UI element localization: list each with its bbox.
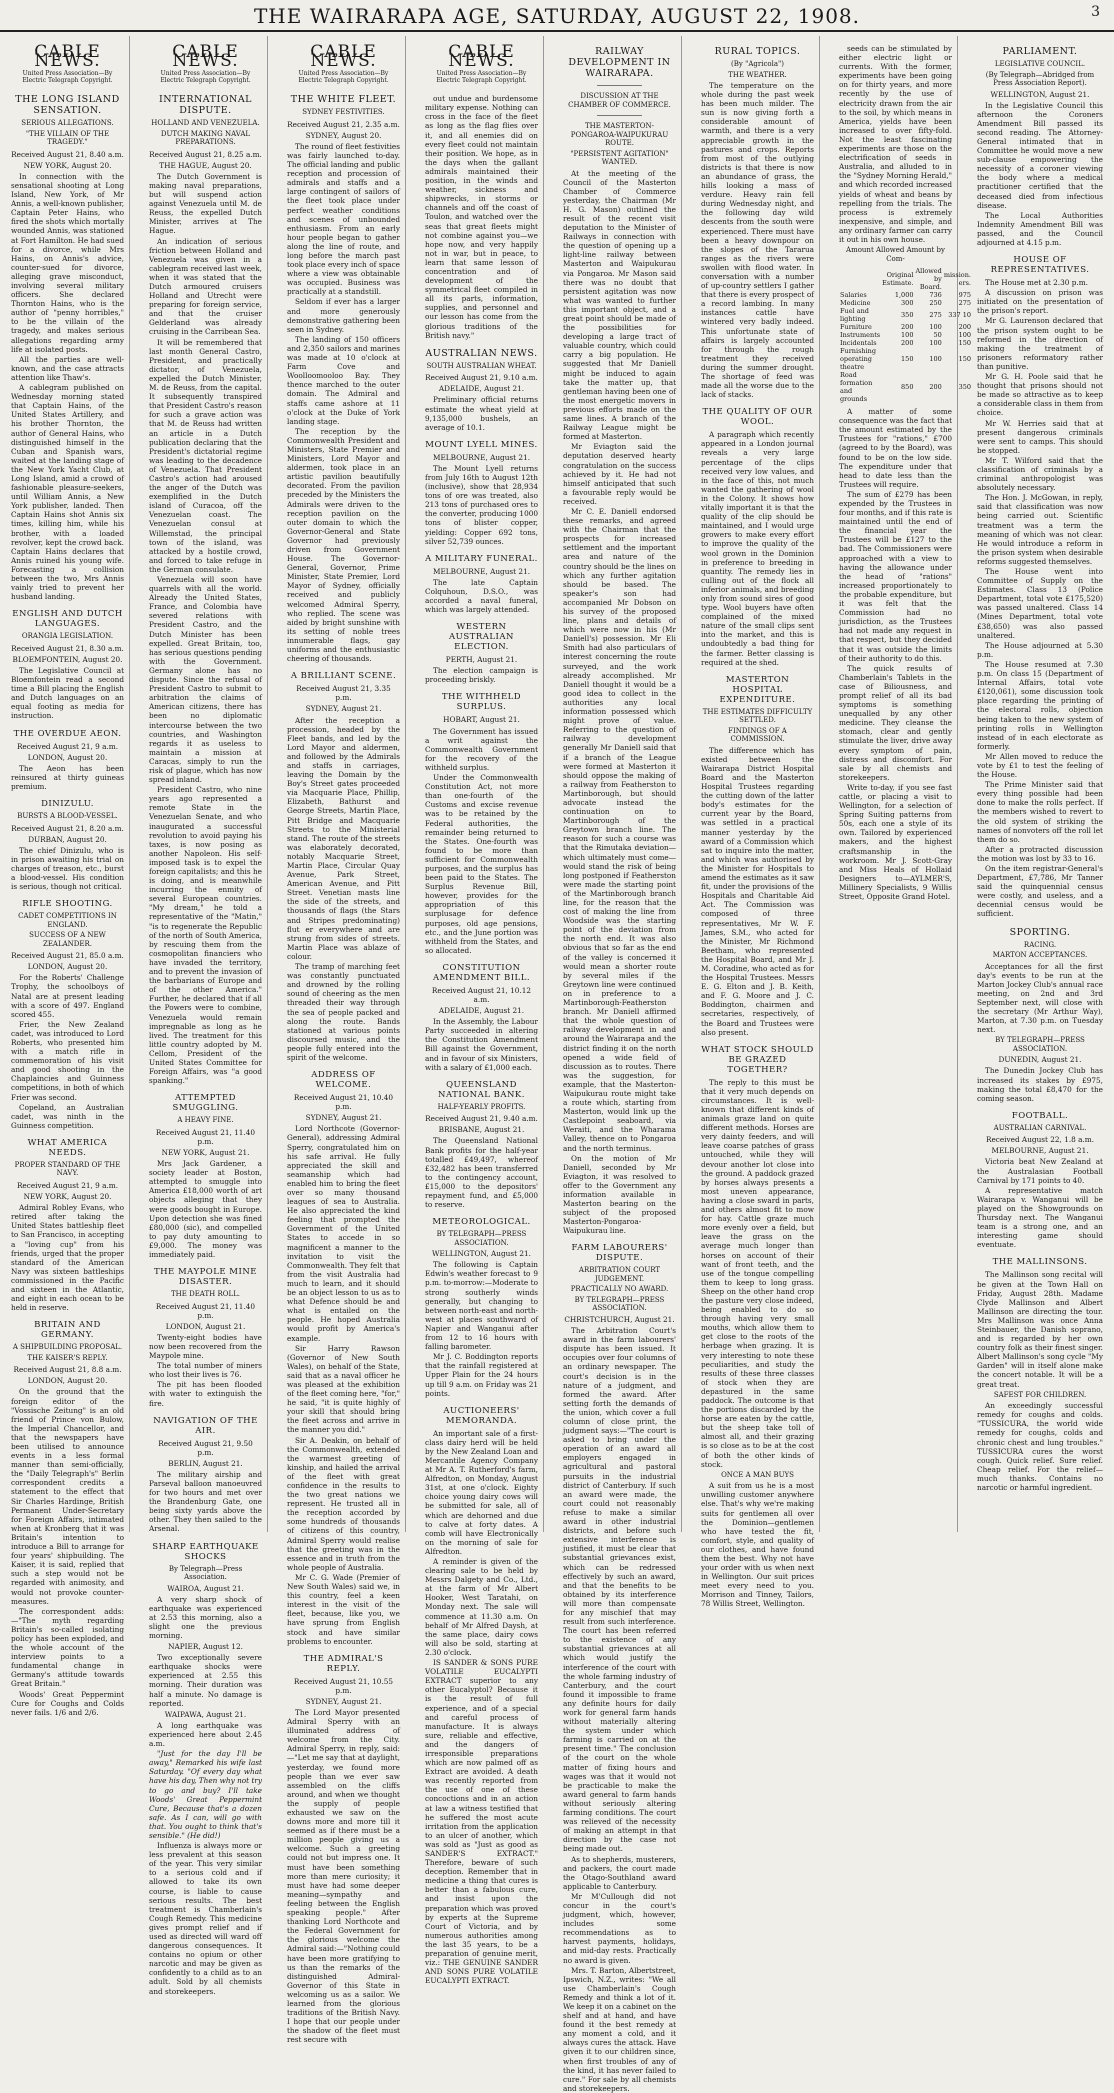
paragraph: The landing of 150 officers and 2,350 sailors and marines was made at 10 o'clock at Farm Cove and Woolloomooloo Bay. They thence marched to the outer domain. The Admiral and staffs came ashore at 11 o'clock at the Duke of York landing stage. <box>287 334 400 426</box>
article-subheading: BY TELEGRAPH—PRESS ASSOCIATION. <box>574 1295 665 1313</box>
dateline: Received August 21, 9.10 a.m. <box>425 373 538 383</box>
article-heading: ENGLISH AND DUTCH LANGUAGES. <box>12 609 123 630</box>
article-subheading: By Telegraph—Press Association. <box>168 1564 243 1582</box>
article-heading: THE OVERDUE AEON. <box>13 728 122 739</box>
paragraph: An indication of serious friction between Holland and Venezuela was given in a cablegram received last week, when it was stated that the Dutch armoured cruisers Holland and Utrecht were preparing for foreign service, and that the cruiser Gelderland was already cruising in the Carribean Sea. <box>149 236 262 337</box>
location-line: ADELAIDE, August 21. <box>438 384 525 394</box>
dateline: Received August 21, 10.12 a.m. <box>431 985 532 1004</box>
table-header-cell <box>839 267 881 291</box>
column-5 <box>558 36 682 2093</box>
paragraph: Victoria beat New Zealand at the Australasian Football Carnival by 171 points to 40. <box>977 1157 1103 1185</box>
table-cell: Instruments <box>840 331 881 340</box>
article-subheading: THE WEATHER. <box>728 70 787 79</box>
article-heading: FARM LABOURERS' DISPUTE. <box>571 1243 668 1264</box>
paragraph: Acceptances for all the first day's events to be run at the Marton Jockey Club's annual race meeting, on 2nd and 3rd September next, will close with the secretary (Mr Arthur Way), Marton, at 7.30 p.m. on Tuesday next. <box>977 961 1103 1035</box>
article-heading: A MILITARY FUNERAL. <box>425 553 538 564</box>
article-subheading: RACING. <box>1023 940 1057 949</box>
dateline: Received August 21, 9.50 p.m. <box>158 1438 253 1457</box>
article-heading: THE ADMIRAL'S REPLY. <box>303 1653 384 1674</box>
article-heading: QUEENSLAND NATIONAL BANK. <box>438 1079 525 1100</box>
paragraph: Lord Northcote (Governor-General), addressing Admiral Sperry, congratulated him on his safe arrival. He fully appreciated the skill and seamanship which had enabled him to bring the fleet over so many thousand leagues of sea to Australia. He also appreciated the kind feeling that prompted the Government of the United States to accede in so magnificent a manner to the invitation to visit the Commonwealth. They felt that from the visit Australia had much to learn, and it should be an object lesson to us as to what Defence should be and what is entailed on the people. He hoped Australia would profit by America's example. <box>287 1124 400 1343</box>
paragraph: After a protracted discussion the motion was lost by 33 to 16. <box>977 844 1103 863</box>
location-line: SYDNEY, August 20. <box>305 130 382 140</box>
article-subheading: DISCUSSION AT THE CHAMBER OF COMMERCE. <box>568 92 671 109</box>
paragraph: The Mallinson song recital will be given at the Town Hall on Friday, August 28th. Madame Clyde Mallinson and Albert Mallinson are directing the tour. Mrs Mallinson was once Anna Steinbauer, the Danish soprano, and is regarded by her own country folk as their finest singer. Albert Mallinson's song cycle "My Garden" will in itself alone make the concert notable. It will be a great treat. <box>977 1270 1103 1389</box>
table-cell: 100 <box>901 331 914 340</box>
article-heading: MASTERTON HOSPITAL EXPENDITURE. <box>719 674 796 705</box>
paragraph: The Aeon has been reinsured at thirty guineas premium. <box>11 763 124 791</box>
article-subheading: SOUTH AUSTRALIAN WHEAT. <box>426 361 537 370</box>
paragraph: A representative match Wairarapa v. Wanganui will be played on the Showgrounds on Thursday next. The Wanganui team is a strong one, and an interesting game should eventuate. <box>977 1185 1103 1250</box>
article-heading: WESTERN AUSTRALIAN ELECTION. <box>449 622 514 653</box>
paragraph: out undue and burdensome military expense. Nothing can cross in the face of the fleet as long as the flag flies over it, and all enemies did on every fleet could not maintain their position. We hope, as in the days when the gallant admirals maintained their position, in the winds and weather, sickness and shipwrecks, in storms or channels and off the coast of Toulon, and watched over the seas that great fleets might not combine against you—we hope now, and very happily not in war, but in peace, to learn that same lesson of concentration and of development of the symmetrical fleet compiled in all its parts, information, supplies, and personnel and our lesson has come from the glorious traditions of the British navy." <box>425 94 538 340</box>
table-cell: 200 <box>929 383 942 392</box>
article-subheading: (By "Agricola") <box>731 60 784 68</box>
location-line: BLOEMFONTEIN, August 20. <box>12 654 123 664</box>
location-line: THE HAGUE, August 20. <box>159 160 252 170</box>
table-header-row <box>839 267 972 291</box>
article-subheading: A SHIPBUILDING PROPOSAL. <box>12 1343 123 1352</box>
article-subheading: THE KAISER'S REPLY. <box>27 1353 108 1362</box>
paragraph: Admiral Robley Evans, who retired after taking the United States battleship fleet to San Francisco, in accepting a "loving cup" from his friends, urged that the proper standard of the American Navy was sixteen battleships commissioned in the Pacific and sixteen in the Atlantic, and eight in each ocean to be held in reserve. <box>11 1203 124 1313</box>
paragraph: The military airship and Parseval balloon manoeuvred for two hours and met over the Brandenburg Gate, one being sixty yards above the other. They then sailed to the Arsenal. <box>149 1469 262 1534</box>
divider <box>597 85 642 86</box>
paragraph: Sir A. Deakin, on behalf of the Commonwealth, extended the warmest greeting of kinship, and hailed the arrival of the fleet with great confidence in the results to the two great nations we represent. He trusted all in the reception accorded by some hundreds of thousands of citizens of this country, Admiral Sperry would realise that the greeting was in the essence and in truth from the whole people of Australia. <box>287 1435 400 1572</box>
table-row <box>839 371 972 403</box>
paragraph: Mr W. Herries said that at present dangerous criminals were sent to camps. This should be stopped. <box>977 418 1103 455</box>
paragraph: After the reception a procession, headed by the Fleet bands, and led by the Lord Mayor and aldermen, and followed by the Admirals and staffs in carriages, leaving the Domain by the Boy's Street gates proceeded via Macquarie Place, Phillip, Elizabeth, Bathurst and George Streets, Martin Place, Pitt Bridge and Macquarie Streets to the Ministerial stand. The route of the streets was elaborately decorated, notably Macquarie Street, Martin Place, Circular Quay Avenue, Park Street, American Avenue, and Pitt Street. Venetian masts line the side of the streets, and thousands of flags (the Stars and Stripes predominating) flut er everywhere and are strung from sides of streets. Martin Place was ablaze of colour. <box>287 715 400 961</box>
table-cell: Salaries <box>840 291 867 300</box>
advertisement: The quick results of Chamberlain's Tablets in the case of Biliousness, and prompt relief of all its bad symptoms is something unequalled by any other medicine. They cleanse the stomach, clear and gently stimulate the liver, drive away every symptom of pain, distress and discomfort. For sale by all chemists and storekeepers. <box>839 663 952 782</box>
location-line: LONDON, August 20. <box>27 962 108 972</box>
article-heading: THE QUALITY OF OUR WOOL. <box>702 407 813 428</box>
column-2 <box>144 36 268 1996</box>
table-cell: 350 <box>901 311 914 320</box>
location-line: BRISBANE, August 21. <box>438 1125 525 1135</box>
column-subheading: United Press Association—By Electric Telegraph Copyright. <box>22 70 113 85</box>
table-row <box>839 347 972 371</box>
location-line: DURBAN, August 20. <box>28 834 107 844</box>
article-heading: RURAL TOPICS. <box>714 46 801 57</box>
table-cell: 337 10 <box>948 311 971 320</box>
paragraph: Twenty-eight bodies have now been recovered from the Maypole mine. <box>149 1332 262 1361</box>
article-subheading: HOLLAND AND VENEZUELA. <box>151 119 260 128</box>
dateline: Received August 21, 9.40 a.m. <box>425 1114 538 1124</box>
location-line: BERLIN, August 21. <box>168 1458 243 1468</box>
paragraph: The Mount Lyell returns from July 16th to August 12th (inclusive), show that 28,934 tons of ore was treated, also 213 tons of purchased ores to the converter, producing 1000 tons of blister copper, yielding: Copper 692 tons, silver 52,739 ounces. <box>425 463 538 546</box>
dateline: Received August 21, 3.35 p.m. <box>296 684 391 703</box>
location-line: WAIPAWA, August 21. <box>164 1709 247 1719</box>
paragraph: seeds can be stimulated by either electric light or currents. With the former, experiments have been going on for thirty years, and more recently by the use of electricity drawn from the air to the soil, by which means in America, yields have been increased to over fifty-fold. Not the least fascinating experiments are those on the electrification of seeds in Australia, and alluded to in the "Sydney Morning Herald," and which recorded increased yields of wheat and beans by repelling from the trials. The process is extremely inexpensive, and simple, and any ordinary farmer can carry it out in his own house. <box>839 44 952 244</box>
paragraph: The Dunedin Jockey Club has increased its stakes by £975, making the total £8,470 for the coming season. <box>977 1066 1103 1103</box>
article-heading: AUCTIONEERS' MEMORANDA. <box>443 1405 520 1426</box>
advertisement-heading: SAFEST FOR CHILDREN. <box>993 1390 1087 1399</box>
location-line: SYDNEY, August 21. <box>305 1113 382 1123</box>
column-subheading: United Press Association—By Electric Telegraph Copyright. <box>298 70 389 85</box>
location-line: LONDON, August 20. <box>27 1376 108 1386</box>
table-cell: Fuel and lighting <box>840 307 869 324</box>
table-cell: 850 <box>901 383 914 392</box>
paragraph: The total number of miners who lost their lives is 76. <box>149 1361 262 1380</box>
paragraph: Mr T. Wilford said that the classification of criminals by a criminal anthropologist was absolutely necessary. <box>977 455 1103 493</box>
article-subheading: ORANGIA LEGISLATION. <box>21 632 114 641</box>
paragraph: On the item registrar-General's Department, £7,786, Mr Tanner said the quinquennial census were costly, and useless, and a decennial census would be sufficient. <box>977 864 1103 919</box>
paragraph: The election campaign is proceeding briskly. <box>425 666 538 685</box>
article-subheading: "THE VILLAIN OF THE TRAGEDY." <box>25 129 110 147</box>
article-heading: THE WITHHELD SURPLUS. <box>441 692 522 713</box>
article-subheading: PROPER STANDARD OF THE NAVY. <box>14 1160 121 1178</box>
paragraph: Two exceptionally severe earthquake shocks were experienced at 2.55 this morning. Their duration was half a minute. No damage is reported. <box>149 1653 262 1708</box>
masthead <box>0 0 1114 32</box>
paragraph: The House resumed at 7.30 p.m. On class 15 (Department of Internal Affairs, total vote £120,061), some discussion took place regarding the printing of the electoral rolls, objection being taken to the new system of printing rolls in Wellington instead of in each electorate as formerly. <box>977 659 1103 751</box>
advertisement: Woods' Great Peppermint Cure for Coughs and Colds never fails. 1/6 and 2/6. <box>11 1689 124 1717</box>
table-header-cell: mission. ers. <box>943 271 971 288</box>
divider <box>597 115 642 116</box>
paragraph: In the Legislative Council this afternoon the Coroners Amendment Bill passed its second reading. The Attorney-General intimated that in Committee he would move a new sub-clause empowering the necessity of a coroner viewing the body where a medical practitioner certified that the deceased died from infectious disease. <box>977 100 1103 210</box>
paragraph: Preliminary official returns estimate the wheat yield at 9,135,000 bushels, an average of 10.1. <box>425 395 538 432</box>
article-heading: A BRILLIANT SCENE. <box>290 671 397 682</box>
paragraph: The reception by the Commonwealth President and Ministers, State Premier and Ministers, Lord Mayor and aldermen, took place in an artistic pavilion beautifully decorated. From the pavilion preceded by the Ministers the Admirals were driven to the reception pavilion on the outer domain to which the Governor-General and State Governor had previously driven from Government House. The Governor-General, Governor, Prime Minister, State Premier, Lord Mayor of Sydney, officially received and publicly welcomed Admiral Sperry, who replied. The scene was aided by bright sunshine with its setting of noble trees innumerable flags, gay uniforms and the enthusiastic cheering of thousands. <box>287 426 400 664</box>
column-subheading: United Press Association—By Electric Telegraph Copyright. <box>160 70 251 85</box>
advertisement: Mrs. T. Barton, Albertstreet, Ipswich, N.Z., writes: "We all use Chamberlain's Cough Remedy and think a lot of it. We keep it on a cabinet on the shelf and at hand, and have found it the best remedy at any moment a cold, and it always cures the attack. Have given it to our children since, when first troubles of any of the kind, it has never failed to cure." For sale by all chemists and storekeepers. <box>563 1965 676 2093</box>
column-heading: CABLE NEWS. <box>448 42 515 72</box>
table-cell: 150 <box>958 355 971 364</box>
article-heading: MOUNT LYELL MINES. <box>425 439 538 450</box>
location-line: NAPIER, August 12. <box>168 1642 243 1652</box>
dateline: Received August 21, 8.30 a.m. <box>11 643 124 653</box>
table-cell: Incidentals <box>840 339 877 348</box>
table-header-cell: Allowed by Board. <box>915 267 942 292</box>
column-7 <box>834 36 971 1532</box>
paragraph: The reply to this must be that it very much depends on circumstances. It is well-known that different kinds of animals graze land on quite different methods. Horses are very dainty feeders, and will leave coarse patches of grass untouched, while they will devour another lot close into the ground. A paddock grazed by horses always presents a most uneven appearance, having a close sward in parts, and others almost fit to mow for hay. Cattle graze much more evenly over a field, but leave the grass on the average much longer than horses on account of their want of front teeth, and the use of the tongue compelling them to keep to long grass. Sheep on the other hand crop the pasture very close indeed, being enabled to do so through having very small mouths, which allow them to get close to the roots of the herbage when grazing. It is very interesting to note these peculiarities, and study the results of these three classes of stock when they are depastured in the same paddock. The outcome is that the portions discarded by the horse are eaten by the cattle, but the sheep take toll of almost all, and their grazing is so close as to be at the cost of both the other kinds of stock. <box>701 1077 814 1469</box>
table-cell: 300 <box>901 299 914 308</box>
estimates-table <box>839 267 972 403</box>
table-caption: Amount Allowed Amount by Com- <box>846 246 945 263</box>
paragraph: As to shepherds, musterers, and packers, the court made the Otago-Southland award applicable to Canterbury. <box>563 1854 676 1891</box>
location-line: HOBART, August 21. <box>443 715 520 725</box>
column-4 <box>420 36 544 1986</box>
article-heading: SPORTING. <box>1009 926 1071 938</box>
article-subheading: SYDNEY FESTIVITIES. <box>302 108 385 117</box>
paragraph: The sum of £279 has been expended by the Trustees in four months, and if this rate is maintained until the end of the financial year the Trustees will be £127 to the bad. The Commissioners were approached with a view to having the allowance under the head of "rations" increased proportionately to the probable expenditure, but it was felt that the Commission had no jurisdiction, as the Trustees had not made any request in that respect, but they decided that it was outside the limits of their authority to do this. <box>839 489 952 663</box>
paragraph: The Local Authorities Indemnity Amendment Bill was passed, and the Council adjourned at 4.15 p.m. <box>977 210 1103 247</box>
location-line: NEW YORK, August 21. <box>161 1147 250 1157</box>
table-cell: Road formation and grounds <box>840 371 873 404</box>
paragraph: The following is Captain Edwin's weather forecast to 9 p.m. to-morrow:—Moderate to strong southerly winds generally, but changing to between north-east and north-west at places southward of Napier and Wanganui after from 12 to 16 hours with falling barometer. <box>425 1260 538 1352</box>
advertisement: An exceedingly successful remedy for coughs and colds. "TUSSICURA, the world wide remedy for coughs, colds and chronic chest and lung troubles." TUSSICURA cures the worst cough. Quick relief. Sure relief. Cheap relief. For the relief—much thanks. Contains no narcotic or harmful ingredient. <box>977 1401 1103 1492</box>
table-cell: 150 <box>901 355 914 364</box>
column-6 <box>696 36 820 1609</box>
dateline: Received August 21, 85.0 a.m. <box>11 951 124 961</box>
table-cell: Medicine <box>840 299 871 308</box>
paragraph: In the Assembly, the Labour Party succeeded in altering the Constitution Amendment Bill against the Government, and in favour of six Ministers, with a salary of £1,000 each. <box>425 1017 538 1072</box>
table-cell: Furnishing operating theatre <box>840 347 877 372</box>
paragraph: The Dutch Government is making naval preparations, but will suspend action against Venezuela until M. de Reuss, the expelled Dutch Minister, arrives at The Hague. <box>149 171 262 236</box>
paragraph: The late Captain Colquhoun, D.S.O., was accorded a naval funeral, which was largely attended. <box>425 577 538 615</box>
paragraph: Frier, the New Zealand cadet, was introduced to Lord Roberts, who presented him with a match rifle in commemoration of his visit and good shooting in the Chaplaincies and Guinness competitions, in both of which Frier was second. <box>11 1019 124 1102</box>
paragraph: Mr Eviagton said the deputation deserved hearty congratulation on the success achieved by it. He had not himself anticipated that such a favourable reply would be received. <box>563 442 676 506</box>
article-heading: THE MAYPOLE MINE DISASTER. <box>153 1267 258 1288</box>
paragraph: President Castro, who nine years ago represented a remote State in the Venezuelan Senate, and who inaugurated a successful revolution to avoid paying his taxes, is now posing as another Napoleon. His self-imposed task is to expel the foreign capitalists; and this he is doing, and is meanwhile incurring the enmity of several European countries. "My dream," he told a representative of the "Matin," "is to regenerate the Republic of the north of South America, by rescuing them from the cosmopolitan financiers who have invaded the territory, and to prevent the invasion of the barbarians of Europe and of the other America." Further, he declared that if all the Powers were to combine, Venezuela would remain impregnable as long as he lived. The treatment for this little country adopted by M. Cellom, President of the United States Committee for Foreign Affairs, was "a good spanking." <box>149 785 262 1086</box>
article-subheading: BURSTS A BLOOD-VESSEL. <box>17 812 118 820</box>
advertisement-heading: ONCE A MAN BUYS <box>721 1470 794 1479</box>
table-cell: 250 <box>929 299 942 308</box>
table-cell: 736 <box>929 291 942 300</box>
article-heading: ADDRESS OF WELCOME. <box>311 1070 376 1091</box>
article-heading: NAVIGATION OF THE AIR. <box>153 1415 258 1436</box>
table-row <box>839 323 972 331</box>
table-cell: 100 <box>958 331 971 340</box>
paragraph: The House adjourned at 5.30 p.m. <box>977 640 1103 659</box>
advertisement: IS SANDER & SONS PURE VOLATILE EUCALYPTI EXTRACT superior to any other Eucalyptol? Because it is the result of full experience, and of a special and careful process of manufacture. It is always sure, reliable and effective, and the dangers of irresponsible preparations which are now palmed off as Extract are avoided. A death was recently reported from the use of one of these concoctions and in an action at law a witness testified that he suffered the most acute irritation from the application to an ulcer of another, which was sold as "Just as good as SANDER'S EXTRACT." Therefore, beware of such deception. Remember that in medicine a thing that cures is better than a fabulous cure, and insist upon the preparation which was proved by experts at the Supreme Court of Victoria, and by numerous authorities among the last 35 years, to be a preparation of genuine merit, viz.: THE GENUINE SANDER AND SONS PURE VOLATILE EUCALYPTI EXTRACT. <box>425 1658 538 1986</box>
advertisement: A suit from us he is a most unwilling customer anywhere else. That's why we're making suits for gentlemen all over the Dominion—gentlemen who have tested the fit, comfort, style, and quality of our clothes, and have found them the best. Why not have your order with us when next in Wellington. Our suit prices meet every need to you. Morrison and Tinney, Tailors, 78 Willis Street, Wellington. <box>701 1481 814 1609</box>
dateline: Received August 21, 8.8 a.m. <box>13 1365 122 1375</box>
table-row <box>839 291 972 299</box>
columns <box>6 36 1108 2093</box>
table-cell: 100 <box>929 355 942 364</box>
article-subheading: AUSTRALIAN CARNIVAL. <box>993 1123 1087 1132</box>
paragraph: The House met at 2.30 p.m. <box>985 278 1088 288</box>
table-cell: 200 <box>958 323 971 332</box>
article-heading: THE MALLINSONS. <box>992 1257 1088 1268</box>
paragraph: An important sale of a first-class dairy herd will be held by the New Zealand Loan and Mercantile Agency Company at Mr A. T. Rutherford's farm, Alfredton, on Monday, August 31st, at one o'clock. Eighty choice young dairy cows will be submitted for sale, all of which are dehorned and due to calve at forty dates. A comb will have Electronically on the morning of sale for Alfredton. <box>425 1428 538 1556</box>
dateline: Received August 21, 10.40 p.m. <box>293 1093 394 1112</box>
location-line: MELBOURNE, August 21. <box>432 566 531 576</box>
column-heading: CABLE NEWS. <box>310 42 377 72</box>
paragraph: A paragraph which recently appeared in a London journal reveals a very large percentage of the clips received very low values, and in the face of this, not much wanted the gathering of wool in the Colony. It shows how vitally important it is that the quality of the clip should be maintained, and I would urge growers to make every effort to improve the quality of the wool grown in the Dominion in preference to breeding in quantity. The remedy lies in culling out of the flock all inferior animals, and breeding only from sound sires of good type. Wool buyers have often complained of the mixed nature of the small clips sent into the market, and this is undoubtedly a bad thing for the farmer. Better classing is required at the shed. <box>701 430 814 667</box>
table-cell: 100 <box>929 339 942 348</box>
column-3 <box>282 36 406 2045</box>
column-8 <box>972 36 1108 1532</box>
article-heading: METEOROLOGICAL. <box>432 1217 531 1228</box>
article-subheading: THE DEATH ROLL. <box>170 1290 241 1299</box>
location-line: CHRISTCHURCH, August 21. <box>564 1314 675 1324</box>
table-cell: 1,000 <box>894 291 914 300</box>
table-cell: 100 <box>929 323 942 332</box>
table-cell: 350 <box>958 383 971 392</box>
article-heading: THE LONG ISLAND SENSATION. <box>15 94 120 117</box>
table-header-cell: Original Estimate. <box>882 271 914 288</box>
article-heading: ATTEMPTED SMUGGLING. <box>172 1093 239 1114</box>
dateline: Received August 21, 11.40 p.m. <box>155 1127 256 1146</box>
location-line: SYDNEY, August 21. <box>305 1696 382 1706</box>
column-1 <box>6 36 130 1717</box>
paragraph: The tramp of marching feet was constantly punctuated and drowned by the rolling sound of cheering as the men threaded their way through the sea of people packed and along the route. Bands stationed at various points discoursed music, and the people fully entered into the spirit of the welcome. <box>287 962 400 1062</box>
paragraph: Mr G. Laurenson declared that the prison system ought to be reformed in the direction of making the treatment of prisoners reformatory rather than punitive. <box>977 316 1103 371</box>
paragraph: Sir Harry Rawson (Governor of New South Wales), on behalf of the State, said that as a naval officer he was pleased at the exhibition of the fleet coming here, "for," he said, "it is quite highly of your skill that should bring the fleet across and arrive in the manner you did." <box>287 1343 400 1435</box>
article-heading: SHARP EARTHQUAKE SHOCKS <box>152 1541 259 1562</box>
paragraph: It will be remembered that last month General Castro, President, and practically dictator, of Venezuela, expelled the Dutch Minister, M. de Reuss, from the capital. It subsequently transpired that President Castro's reason for such a grave action was that M. de Reuss had written an article in a Dutch publication declaring that the President's dictatorial regime was leading to the decadence of Venezuela. That President Castro's action had aroused the anger of the Dutch was exemplified in the Dutch island of Curacoa, off the Venezuelan coast. The Venezuelan consul at Willemstad, the principal town of the island, was attacked by a hostile crowd, and forced to take refuge in the German consulate. <box>149 337 262 574</box>
table-cell: 150 <box>958 339 971 348</box>
column-heading: CABLE NEWS. <box>172 42 239 72</box>
article-heading: WHAT STOCK SHOULD BE GRAZED TOGETHER? <box>701 1044 814 1075</box>
paragraph: A matter of some consequence was the fact that the amount estimated by the Trustees for "rations," £700 (agreed to by the Board), was found to be on the low side. The expenditure under that head to date less than the Trustees will require. <box>839 407 952 489</box>
article-subheading: MARTON ACCEPTANCES. <box>992 951 1088 960</box>
article-subheading: (By Telegraph—Abridged from Press Association Report). <box>985 70 1095 87</box>
paragraph: Under the Commonwealth Constitution Act, not more than one-fourth of the Customs and excise revenue was to be retained by the Federal authorities, the remainder being returned to the States. One-fourth was found to be more than sufficient for Commonwealth purposes, and the surplus has been paid to the States. The Surplus Revenue Bill, however, provides for the appropriation of this surplusage for defence purposes, old age pensions, etc., and the June portion was withheld from the States, and so allocated. <box>425 773 538 955</box>
article-subheading: FINDINGS OF A COMMISSION. <box>728 726 787 744</box>
paragraph: The temperature on the whole during the past week has been much milder. The sun is now giving forth a considerable amount of warmth, and there is a very appreciable growth in the pastures and crops. Reports from most of the outlying districts is that there is now an abundance of grass, the hills looking a mass of verdure. Heavy rain fell during Wednesday night, and the following day wild descents from the south were experienced. There must have been a heavy downpour on the slopes of the Tararua ranges as the rivers were swollen with flood water. In conversation with a number of up-country settlers I gather that there is every prospect of a record lambing. In many instances cattle have wintered very badly indeed. This unfortunate state of affairs is largely accounted for through the rough treatment they received during the summer drought. The shortage of feed was made all the worse due to the lack of stacks. <box>701 81 814 400</box>
table-cell: 275 <box>929 311 942 320</box>
article-subheading: DUTCH MAKING NAVAL PREPARATIONS. <box>160 129 251 147</box>
location-line: MELBOURNE, August 21. <box>991 1146 1089 1156</box>
dateline: Received August 21, 8.40 a.m. <box>11 149 124 159</box>
location-line: WAIROA, August 21. <box>167 1583 244 1593</box>
article-subheading: BY TELEGRAPH—PRESS ASSOCIATION. <box>995 1036 1085 1053</box>
location-line: NEW YORK, August 20. <box>23 1192 112 1202</box>
masthead-title: THE WAIRARAPA AGE, SATURDAY, AUGUST 22, 1908. <box>253 4 861 28</box>
article-subheading: CADET COMPETITIONS IN ENGLAND. <box>18 912 117 929</box>
table-cell: 975 <box>958 291 971 300</box>
article-subheading: HALF-YEARLY PROFITS. <box>437 1102 526 1111</box>
paragraph: A discussion on prison was initiated on the presentation of the prison's report. <box>977 288 1103 316</box>
location-line: NEW YORK, August 20. <box>23 160 112 170</box>
table-cell: 275 <box>958 299 971 308</box>
page-number: 3 <box>1091 4 1100 20</box>
location-line: WELLINGTON, August 21. <box>432 1249 531 1259</box>
article-heading: AUSTRALIAN NEWS. <box>425 347 538 359</box>
paragraph: On the motion of Mr Daniell, seconded by Mr Eviagton, it was resolved to offer to the Government any information available in Masterton bearing on the subject of the proposed Masterton-Pongaroa-Waipukurau line. <box>563 1153 676 1236</box>
paragraph: Mrs Jack Gardener, a society leader at Boston, attempted to smuggle into America £18,000 worth of art objects alleging that they were goods bought in Europe. Upon detection she was fined £80,000 (sic), and compelled to pay duty amounting to £9,000. The money was immediately paid. <box>149 1159 262 1259</box>
paragraph: The Lord Mayor presented Admiral Sperry with an illuminated address of welcome from the City. Admiral Sperry, in reply, said:—"Let me say that at daylight, yesterday, we found more people than we ever saw assembled on the cliffs around, and when we thought the supply of people exhausted we saw on the downs more and more till it seemed as if there must be a million people giving us a welcome. Such a greeting could not but impress one. It must have been something more than mere curiosity; it must have had some deeper meaning—sympathy and feeling between the English speaking people." After thanking Lord Northcote and the Federal Government for the glorious welcome the Admiral said:—"Nothing could have been more gratifying to us than the remarks of the distinguished Admiral-Governor of this State in welcoming us as a sailor. We learned from the glorious traditions of the British Navy. I hope that our people under the shadow of the fleet must rest secure with <box>287 1707 400 2045</box>
paragraph: Venezuela will soon have quarrels with all the world. Already the United States, France, and Colombia have severed relations with President Castro, and the Dutch Minister has been expelled. Great Britain, too, has serious questions pending with the Government. Germany alone has no dispute. Since the refusal of President Castro to submit to arbitration the claims of American citizens, there has been no diplomatic intercourse between the two countries, and Washington regards it as useless to maintain a mission at Caracas, simply to run the risk of plague, which has now spread inland. <box>149 575 262 785</box>
paragraph: The Hon. J. McGowan, in reply, said that classification was now being carried out. Scientific treatment was a term the meaning of which was not clear. He would introduce a reform in the prison system when desirable reforms suggested themselves. <box>977 493 1103 566</box>
article-heading: RIFLE SHOOTING. <box>22 899 113 910</box>
dateline: Received August 22, 1.8 a.m. <box>985 1135 1095 1145</box>
paragraph: All the parties are well-known, and the case attracts attention like Thaw's. <box>11 354 124 382</box>
paragraph: Mr G. H. Poole said that he thought that prisons should not be made so attractive as to keep a considerable class in them from choice. <box>977 372 1103 418</box>
article-heading: THE WHITE FLEET. <box>290 94 397 106</box>
article-subheading: THE ESTIMATES DIFFICULTY SETTLED. <box>702 707 813 725</box>
paragraph: On the ground that the foreign editor of the "Vossische Zeitung" is an old friend of Prince von Bulow, the Imperial Chancellor, and that the newspapers have been utilised to announce events in a less formal manner than semi-officially, the "Daily Telegraph's" Berlin correspondent credits a statement to the effect that Sir Charles Hardinge, British Permanent Under-Secretary for Foreign Affairs, intimated when at Kronberg that it was Britain's intention to introduce a Bill to arrange for four years' shipbuilding. The Kaiser, it is said, replied that such a step would not be regarded with animosity, and would not provoke counter-measures. <box>11 1387 124 1606</box>
paragraph: The Prime Minister said that every thing possible had been done to make the rolls perfect. If the members wished to revert to the old system of striking the names of nonvoters off the roll let them do so. <box>977 780 1103 844</box>
table-cell: 50 <box>933 331 942 340</box>
paragraph: The House went into Committee of Supply on the Estimates. Class 13 (Police Department, total vote £175,520) was passed unaltered. Class 14 (Mines Department, total vote £38,650) was also passed unaltered. <box>977 567 1103 640</box>
article-heading: WHAT AMERICA NEEDS. <box>27 1137 108 1158</box>
dateline: Received August 21, 8.25 a.m. <box>149 149 262 159</box>
paragraph: The chief Dinizulu, who is in prison awaiting his trial on charges of treason, etc., burst a blood-vessel. His condition is serious, though not critical. <box>11 845 124 892</box>
article-heading: BRITAIN AND GERMANY. <box>34 1320 101 1341</box>
paragraph: In connection with the sensational shooting at Long Island, New York, of Mr Annis, a well-known publisher, Captain Peter Hains, who fired the shots which mortally wounded Annis, was stationed at Fort Hamilton. He had sued for a divorce, while Mrs Hains, on Annis's advice, counter-sued for divorce, alleging grave misconduct, involving several military officers. She declared Thornton Hains, who is the author of "penny horribles," to be the villain of the tragedy, and makes serious allegations regarding army life at isolated posts. <box>11 171 125 354</box>
table-row <box>839 339 972 347</box>
paragraph: For the Roberts' Challenge Trophy, the schoolboys of Natal are at present leading with a score of 497. England scored 455. <box>11 973 124 1019</box>
dateline: Received August 21, 2.35 a.m. <box>287 119 400 129</box>
dateline: Received August 21, 11.40 p.m. <box>155 1301 256 1320</box>
paragraph: A cablegram published on Wednesday morning stated that Captain Hains, of the United States Artillery, and his brother Thornton, the author of General Hains, who distinguished himself in the Cuban and Spanish wars, waited at the landing stage of the New York Yacht Club, at Long Island, amid a crowd of fashionable pleasure-seekers, until William Annis, a New York publisher, landed. Then Captain Hains shot Annis six times, killing him, while his brother, with a loaded revolver, kept the crowd back. Captain Hains declares that Annis ruined his young wife. Forecasting a collision between the two, Mrs Annis vainly tried to prevent her husband landing. <box>11 383 124 602</box>
table-row <box>839 331 972 339</box>
article-subheading: A HEAVY FINE. <box>177 1116 234 1125</box>
paragraph: At the meeting of the Council of the Masterton Chamber of Commerce yesterday, the Chairman (Mr H. G. Mason) outlined the result of the recent visit deputation to the Minister of Railways in connection with the question of opening up a light-line railway between Masterton and Waipukurau via Pongaroa. Mr Mason said there was no doubt that persistent agitation was now what was wanted to further this important object, and a great point should be made of the possibilities for developing a large tract of valuable country, which could carry a big population. He suggested that Mr Daniell might be induced to again take the matter up, that gentleman having been one of the most energetic movers in previous efforts made on the same lines. A branch of the Railway League might be formed at Masterton. <box>563 168 676 442</box>
dateline: Received August 21, 9 a.m. <box>16 1180 119 1190</box>
article-subheading: SUCCESS OF A NEW ZEALANDER. <box>29 931 106 948</box>
location-line: DUNEDIN, August 21. <box>998 1055 1082 1065</box>
paragraph: The round of fleet festivities was fairly launched to-day. The official landing and public reception and procession of admirals and staffs and a large contingent of sailors of the fleet took place under perfect weather conditions and scenes of unbounded enthusiasm. From an early hour people began to gather along the line of route, and long before the march past took place every inch of space where a view was obtainable was occupied. Business was practically at a standstill. <box>287 141 400 297</box>
paragraph: Mr C. E. Daniell endorsed these remarks, and agreed with the Chairman that the prospects for increased settlement and the important area and nature of the country should be the lines on which any further agitation should be based. The speaker's son had accompanied Mr Dobson on his survey of the proposed line, plans and details of which were now in his (Mr Daniell's) possession. Mr Eli Smith had also particulars of interest concerning the route surveyed, and the work already accomplished. Mr Daniell thought it would be a good idea to collect in the authorities any local information possessed which might prove of value. Referring to the question of railway development generally Mr Daniell said that if a branch of the League were formed at Masterton it should oppose the making of a railway from Featherston to Martinborough, but should advocate instead the continuation on to Martinborough of the Greytown branch line. The reason for such a course was that the Rimutaka deviation—which ultimately must come—would stand the risk of being long postponed if Featherston were made the starting point of the Martinborough branch line, for the reason that the cost of making the line from Woodside was the starting point of the deviation from the north end. It was also obvious that so far as the end of the valley is concerned it would mean a shorter route by several miles if the Greytown line were continued on in preference to a Martinborough-Featherston branch. Mr Daniell affirmed that the whole question of railway development in and around the Wairarapa and the district finding it on the north opened a wide field of discussion as to routes. There was the suggestion, for example, that the Masterton-Waipukurau route might take a route which, starting from Masterton, would link up the Castlepoint seaboard, via Weraiti, and the Wharama Valley, thence on to Pongaroa and the north terminus. <box>563 506 676 1153</box>
article-subheading: "PERSISTENT AGITATION" WANTED. <box>570 149 669 166</box>
article-subheading: BY TELEGRAPH—PRESS ASSOCIATION. <box>436 1230 527 1247</box>
paragraph: Copeland, an Australian cadet, was ninth in the Guinness competition. <box>11 1102 124 1130</box>
location-line: LONDON, August 20. <box>27 752 108 762</box>
paragraph: A very sharp shock of earthquake was experienced at 2.53 this morning, also a slight one the previous morning. <box>149 1594 262 1640</box>
table-cell: 200 <box>901 339 914 348</box>
article-subheading: ARBITRATION COURT JUDGEMENT. <box>578 1266 661 1283</box>
article-heading: FOOTBALL. <box>1011 1110 1069 1121</box>
paragraph: Mr C. G. Wade (Premier of New South Wales) said we, in this country, feel a keen interest in the visit of the fleet, because, like you, we have sprung from English stock and have similar problems to encounter. <box>287 1572 400 1646</box>
article-heading: INTERNATIONAL DISPUTE. <box>158 94 252 117</box>
location-line: SYDNEY, August 21. <box>305 704 382 714</box>
table-row <box>839 299 972 307</box>
advertisement: Write to-day, if you see fast cattle, or placing a visit to Wellington, for a selection of Spring Suiting patterns from 50s, each one a style of its own. Tailored by experienced makers, and the highest craftsmanship in the workroom. Mr J. Scott-Gray and Miss Heals of Hollaid Designers to—AYLMER'S, Millinery Specialists, 9 Willis Street, Opposite Grand Hotel. <box>839 782 952 902</box>
article-heading: RAILWAY DEVELOPMENT IN WAIRARAPA. <box>568 46 671 79</box>
dateline: Received August 21, 9 a.m. <box>16 741 119 751</box>
article-subheading: SERIOUS ALLEGATIONS. <box>21 119 114 128</box>
paragraph: The Legislative Council at Bloemfontein read a second time a Bill placing the English and Dutch languages on an equal footing as media for instruction. <box>11 665 124 721</box>
dateline: Received August 21, 10.55 p.m. <box>293 1676 394 1695</box>
article-subheading: PRACTICALLY NO AWARD. <box>570 1285 669 1294</box>
table-cell: 200 <box>901 323 914 332</box>
location-line: ADELAIDE, August 21. <box>438 1006 525 1016</box>
verse: "Just for the day I'll be away," Remarked his wife last Saturday. "Of every day what have his day, Then why not try to go and buy? I'll take Woods' Great Peppermint Cure, Because that's a dozen safe. As I can, will go with that. You ought to think that's sensible." (He did!) <box>149 1749 262 1840</box>
column-heading: CABLE NEWS. <box>34 42 101 72</box>
paragraph: Mr M'Cullough did not concur in the court's judgment, which, however, includes some recommendations as to harvest payments, holidays, and mid-day rests. Practically no award is given. <box>563 1891 676 1965</box>
paragraph: Mr Allen moved to reduce the vote by £1 to test the feeling of the House. <box>977 751 1103 780</box>
dateline: Received August 21, 8.20 a.m. <box>11 823 124 833</box>
paragraph: The pit has been flooded with water to extinguish the fire. <box>149 1380 262 1408</box>
article-subheading: LEGISLATIVE COUNCIL. <box>994 60 1086 68</box>
column-subheading: United Press Association—By Electric Telegraph Copyright. <box>436 70 527 85</box>
paragraph: The correspondent adds:—"The myth regarding Britain's so-called isolating policy has been exploded, and the whole account of the interview points to a fundamental change in Germany's attitude towards Great Britain." <box>11 1606 124 1689</box>
paragraph: Seldom if ever has a larger and more generously demonstrative gathering been seen in Sydney. <box>287 297 400 334</box>
advertisement: Influenza is always more or less prevalent at this season of the year. This very similar to a serious cold and if allowed to take its own course, is liable to cause serious results. The best treatment is Chamberlain's Cough Remedy. This medicine gives prompt relief and if used as directed will ward off dangerous consequences. It contains no opium or other narcotic and may be given as confidently to a child as to an adult. Sold by all chemists and storekeepers. <box>149 1841 262 1996</box>
location-line: MELBOURNE, August 21. <box>432 452 531 462</box>
article-subheading: THE MASTERTON-PONGAROA-WAIPUKURAU ROUTE. <box>570 122 669 147</box>
table-cell: Furniture <box>840 323 872 332</box>
paragraph: A reminder is given of the clearing sale to be held by Messrs Dalgety and Co., Ltd., at the farm of Mr Albert Hooker, West Taratahi, on Monday next. The sale will commence at 11.30 a.m. On behalf of Mr Alfred Daysh, at the same place, dairy cows will also be sold, starting at 2.30 o'clock. <box>425 1557 538 1657</box>
article-heading: CONSTITUTION AMENDMENT BILL. <box>432 962 531 983</box>
paragraph: The Arbitration Court's award in the farm labourers' dispute has been issued. It occupies over four columns of an ordinary newspaper. The court's decision is in the nature of a judgment, and formed the award. After setting forth the demands of the union, which cover a full column of close print, the judgment says:—"The court is asked to bring under the operation of an award all employers engaged in agricultural and pastoral pursuits in the industrial district of Canterbury. If such an award were made, the court could not reasonably refuse to make a similar award in other industrial districts, and before such extensive interference is justified, it must be clear that substantial grievances exist, which can be redressed effectively by such an award, and that the benefits to be obtained by its interference will more than compensate for any mischief that may result from such interference. The court has been referred to the existence of any substantial grievances at all which would justify the interference of the court with the whole farming industry of Canterbury, and the court found it impossible to frame any definite hours for daily work for general farm hands without materially altering the system under which farming is carried on at the present time." The conclusion of the court on the whole matter of fixing hours and wages was that it would not be practicable to make the award general to farm hands without seriously altering farming conditions. The court was relieved of the necessity of making an attempt in that direction by the case not being made out. <box>563 1326 676 1854</box>
paragraph: Mr J. C. Boddington reports that the rainfall registered at Upper Plain for the 24 hours up till 9 a.m. on Friday was 21 points. <box>425 1352 538 1398</box>
article-heading: PARLIAMENT. <box>1002 46 1078 57</box>
article-heading: HOUSE OF REPRESENTATIVES. <box>990 255 1090 276</box>
paragraph: The Government has issued a writ against the Commonwealth Government for the recovery of the withheld surplus. <box>425 726 538 772</box>
location-line: LONDON, August 21. <box>165 1321 246 1331</box>
paragraph: The difference which has existed between the Wairarapa District Hospital Board and the Masterton Hospital Trustees regarding the cutting down of the latter body's estimates for the current year by the Board, was settled in a practical manner yesterday by the award of a Commission which sat to inquire into the matter, and which was authorised by the Minister for Hospitals to amend the estimates as it saw fit, under the provisions of the Hospitals and Charitable Aid Act. The Commission was composed of three representatives, Mr W. F. James, S.M., who acted for the Minister, Mr Richmond Beetham, who represented the Hospital Board, and Mr J. M. Coradine, who acted as for the Hospital Trustees. Messrs E. G. Elton and J. B. Keith, and F. G. Moore and J. C. Boddington, chairmen and secretaries, respectively, of the Board and Trustees were also present. <box>701 745 814 1037</box>
table-row <box>839 307 972 323</box>
paragraph: The Queensland National Bank profits for the half-year totalled £49,497, whereof £32,482 has been transferred to the contingency account, £15,000 to the depositors' repayment fund, and £5,000 to reserve. <box>425 1136 538 1210</box>
paragraph: A long earthquake was experienced here about 2.45 a.m. <box>149 1720 262 1749</box>
location-line: WELLINGTON, August 21. <box>990 89 1090 99</box>
location-line: PERTH, August 21. <box>445 655 518 665</box>
article-heading: DINIZULU. <box>41 799 94 809</box>
